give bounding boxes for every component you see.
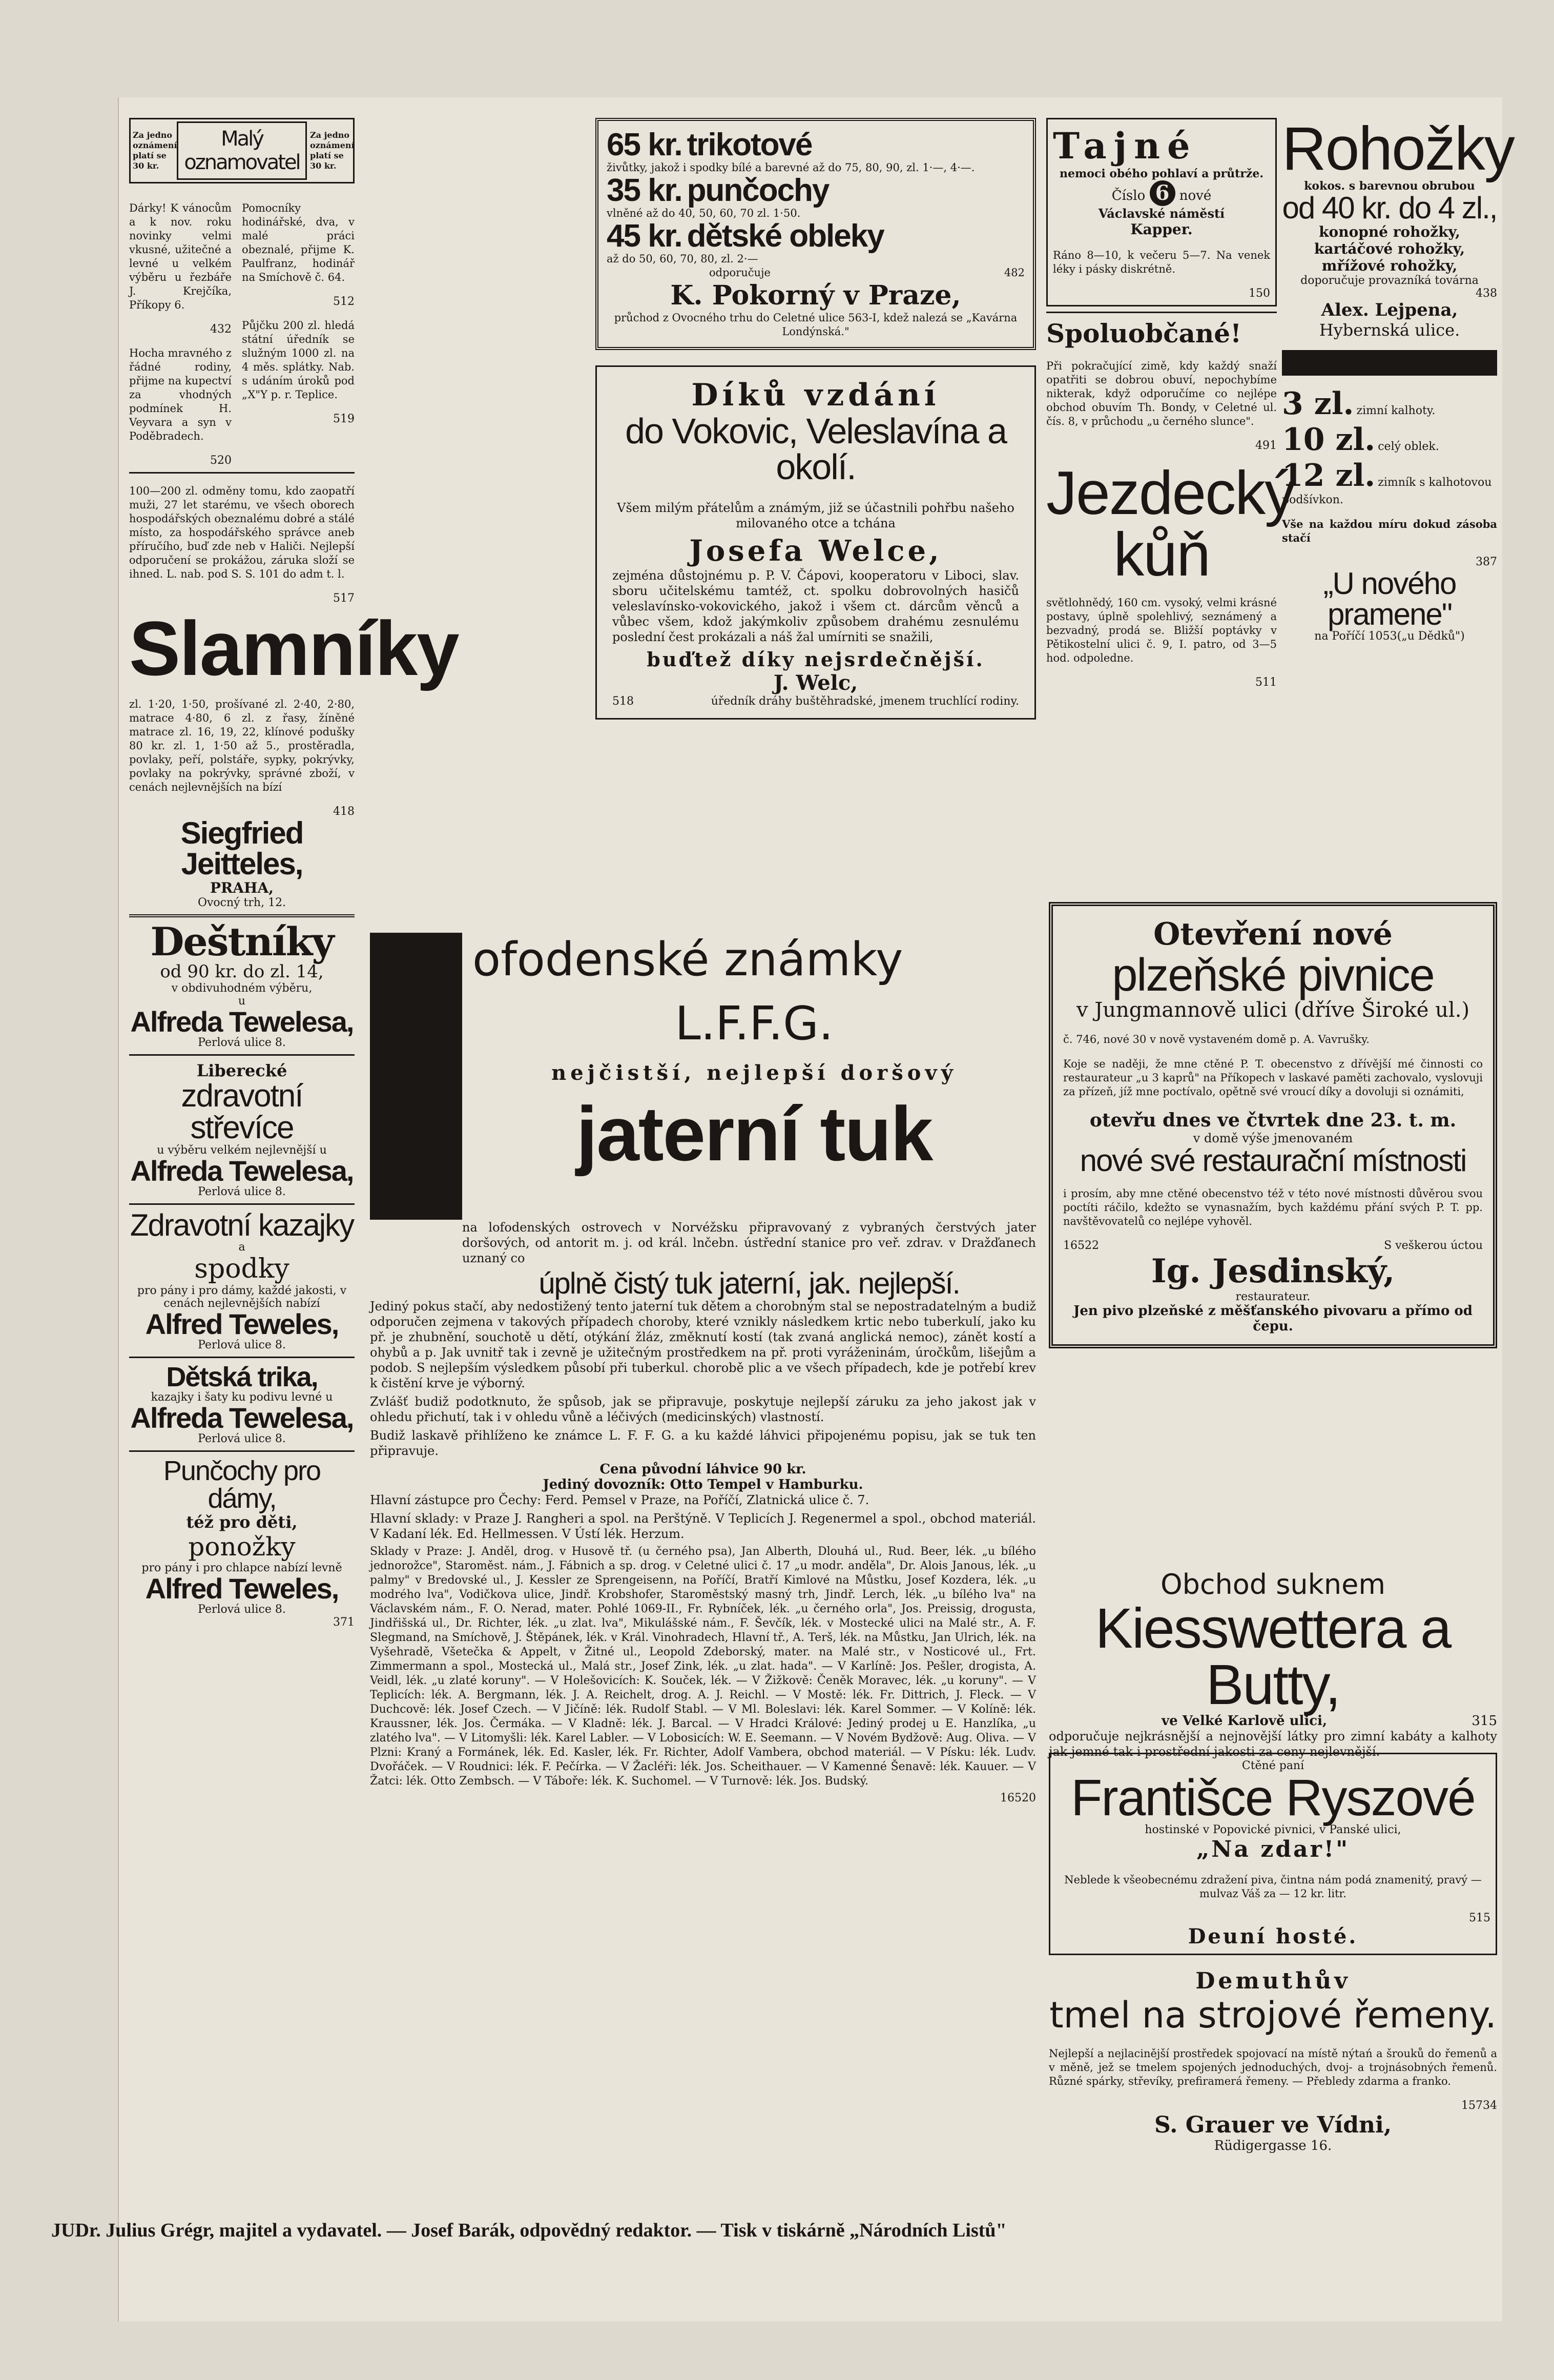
tajne-six: 6 [1150, 180, 1175, 206]
zdravotni-text: u výběru velkém nejlevnější u [157, 1144, 327, 1157]
pivnice-jen: Jen pivo plzeňské z měšťanského pivovaru a přímo od čepu. [1073, 1303, 1473, 1334]
alfred-2: Alfred Teweles, [145, 1572, 339, 1605]
pokorny-address: průchod z Ovocného trhu do Celetné ulice 563-I, kdež nalezá se „Kavárna Londýnská." [614, 312, 1018, 338]
jeitteles-name: Siegfried Jeitteles, [180, 816, 303, 881]
trikotove-text: živůtky, jakož i spodky bílé a barevné až do 75, 80, 90, zl. 1·—, 4·—. [607, 161, 975, 174]
obleky-text: až do 50, 60, 70, 80, zl. 2·— [607, 253, 758, 265]
liberecke: Liberecké [196, 1061, 287, 1080]
rohozky-number: 438 [1476, 287, 1497, 300]
price-12zl-text: zimník s kalhotovou podšívkon. [1282, 476, 1492, 506]
tuk-body1: Jediný pokus stačí, aby nedostižený tento jaterní tuk dětem a chorobným stal se nepostradatelným a budiž odporučen zejmena v takových případech choroby, které vznikly následkem krtic nebo tuberkulí, jako ku př. je zhubnění, souchotě u dětí, otýkání žláz, změknutí kostí (tak zvaná anglická nemoc), zánět kostí a ohybů a p. Jak uvnitř tak i zevně je užitečným prostředkem na př. proti vyráženinám, úročkům, lišejům a podob. S nejlepším výsledkem působí při tuberkul. chorobě plic a ve všech případech, kde je potřebí krev k čistění krve je výborný. [370, 1299, 1036, 1390]
diku-welc: J. Welc, [773, 671, 858, 695]
alfreda-3: Alfreda Tewelesa, [130, 1402, 354, 1434]
pivnice-jesdinsky: Ig. Jesdinský, [1151, 1252, 1395, 1290]
tajne-kapper: Kapper. [1130, 221, 1193, 238]
lfg-mark: L.F.F.G. [675, 997, 834, 1051]
pramene-porici: na Poříčí 1053(„u Dědků") [1314, 630, 1465, 643]
odporucuje: odporučuje [709, 266, 771, 279]
price-45: 45 kr. [607, 218, 682, 254]
price-12zl: 12 zl. [1282, 458, 1376, 494]
diku-name: Josefa Welce, [689, 534, 942, 568]
ad-pomocniky: Pomocníky hodinářské, dva, v malé práci obeznalé, přijme K. Paulfranz, hodinář na Smíchově č. 64. [242, 202, 355, 283]
kazajky-a: a [238, 1241, 245, 1254]
newspaper-page [118, 97, 1514, 2322]
kazajky-title: Zdravotní kazajky [130, 1208, 354, 1242]
rohozky-doporucuje: doporučuje provazníká továrna [1300, 274, 1479, 287]
ryszove-name: Františce Ryszové [1071, 1769, 1475, 1827]
sukno-text: odporučuje nejkrásnější a nejnovější látky pro zimní kabáty a kalhoty jak jemné tak i prostřední jakosti za ceny nejlevnější. [1049, 1729, 1497, 1759]
pivnice-v-dome: v domě výše jmenovaném [1193, 1131, 1353, 1145]
header-title: Malý oznamovatel [177, 121, 307, 180]
pivnice-otevru: otevřu dnes ve čtvrtek dne 23. t. m. [1089, 1110, 1457, 1131]
maly-oznamovatel-header [129, 118, 355, 183]
puncochy-title: Punčochy pro dámy, [163, 1455, 321, 1514]
diku-text2: zejména důstojnému p. P. V. Čápovi, kooperatoru v Liboci, slav. sboru učitelskému tamtéž, ct. spolku dobrovolných hasičů veleslavínsko-vokovického, jakož i všem ct. dárcům věnců a vůbec všem, kdož jakýmkoliv způsobem drahému zesnulému poslední čest prokázali a náš žal umírniti se snažili, [612, 568, 1019, 644]
perlova-3: Perlová ulice 8. [198, 1339, 286, 1351]
tez-pro-deti: též pro děti, [186, 1512, 298, 1532]
jezdecky-number: 511 [1255, 676, 1277, 689]
ryszove-neblede: Neblede k všeobecnému zdražení piva, čintna nám podá znamenitý, pravý — mulvaz Váš za — 12 kr. litr. [1064, 1874, 1482, 1900]
tuk-number: 16520 [1000, 1792, 1036, 1804]
pivnice-nove-mistnosti: nové své restaurační místnosti [1080, 1143, 1466, 1178]
spoluobcane-title: Spoluobčané! [1046, 318, 1242, 348]
large-letter-l [370, 933, 462, 1220]
pivnice-number: 16522 [1063, 1239, 1099, 1252]
diku-text1: Všem milým přátelům a známým, již se účastnili pohřbu našeho milovaného otce a tchána [617, 501, 1014, 530]
tajne-rano: Ráno 8—10, k večeru 5—7. Na venek léky i pásky diskrétně. [1053, 249, 1270, 275]
jezdecky-text: světlohnědý, 160 cm. vysoký, velmi krásné postavy, úplně spolehlivý, seznámený a bezvadný, prodá se. Bližší poptávky v Pětikostelní ulici č. 9, I. patro, od 3—5 hod. odpoledne. [1046, 597, 1277, 664]
alfreda-2: Alfreda Tewelesa, [130, 1155, 354, 1187]
pivnice-koje: Koje se naději, že mne ctěné P. T. obecenstvo z dřívější mé činnosti co restaurateur „u 3 kaprů" na Příkopech v laskavé paměti zachovalo, vyslovuji za přízeň, jíž mne poctívalo, opětně své vroucí díky a dovoluji si oznámiti, [1063, 1058, 1483, 1098]
header-left-note: Za jedno oznámení platí se 30 kr. [133, 130, 177, 171]
ad-pomocniky-number: 512 [333, 295, 355, 308]
perlova-2: Perlová ulice 8. [198, 1185, 286, 1198]
diku-budtez: buďtež díky nejsrdečnější. [647, 648, 985, 671]
trikotove: trikotové [687, 127, 812, 162]
pramene-title: „U nového pramene" [1323, 566, 1456, 631]
vse-text: Vše na každou míru dokud zásoba stačí [1282, 518, 1497, 544]
destniky-vyber: v obdivuhodném výběru, [171, 982, 313, 995]
alfreda-1: Alfreda Tewelesa, [130, 1006, 354, 1038]
slamniky-title: Slamníky [129, 605, 459, 691]
tajne-nove: nové [1179, 188, 1212, 203]
pivnice-s-uctou: S veškerou úctou [1384, 1239, 1483, 1252]
tmel-grauer: S. Grauer ve Vídni, [1154, 2112, 1392, 2138]
tuk-body2: Zvlášť budiž podotknuto, že spůsob, jak se připravuje, poskytuje nejlepší záruku za jeho jakost jak v ohledu přichutí, tak i v ohledu vůně a léčivých (medicinských) vlastností. [370, 1394, 1036, 1424]
price-10zl-text: celý oblek. [1378, 440, 1439, 453]
pokorny-ad [595, 118, 1036, 350]
rohozky-hybernska: Hybernská ulice. [1319, 320, 1460, 340]
praha: PRAHA, [210, 879, 274, 896]
ryszove-nazdar: „Na zdar!" [1196, 1836, 1350, 1862]
detska-trika: Dětská trika, [166, 1362, 318, 1392]
ryszove-deuni: Deuní hosté. [1188, 1924, 1358, 1948]
tajne-ad [1046, 118, 1277, 306]
tajne-sub: nemoci obého pohlaví a průtrže. [1060, 167, 1263, 180]
pivnice-c746: č. 746, nové 30 v nově vystaveném domě p. A. Vavrušky. [1063, 1033, 1370, 1045]
ryszove-ad [1049, 1753, 1497, 1955]
zdravotni-strevice: zdravotní střevíce [181, 1078, 303, 1145]
vse-number: 387 [1476, 556, 1497, 568]
tuk-jediny: Jediný dovozník: Otto Tempel v Hamburku. [543, 1477, 863, 1492]
ad-darky: Dárky! K vánocům a k nov. roku novinky velmi vkusné, užitečné a levné u velkém výběru u řezbáře J. Krejčíka, Příkopy 6. [129, 202, 232, 311]
tuk-na: na lofodenských ostrovech v Norvéžsku připravovaný z vybraných čerstvých jater doršových, od antorit m. j. od král. lnčebn. ústřední stanice pro veř. zdrav. v Dražďanech uznaný co [462, 1220, 1036, 1265]
imprint-footer: JUDr. Julius Grégr, majitel a vydavatel. — Josef Barák, odpovědný redaktor. — Tisk v tiskárně „Národních Listů" [51, 2220, 1007, 2241]
tuk-cena: Cena původní láhvice 90 kr. [599, 1462, 806, 1477]
pivnice-otevreni: Otevření nové [1153, 916, 1393, 952]
diku-title: Díků vzdání [691, 377, 940, 413]
ovocny-trh: Ovocný trh, 12. [197, 896, 286, 909]
perlova-1: Perlová ulice 8. [198, 1036, 286, 1049]
spodky-text: pro pány i pro dámy, každé jakosti, v cenách nejlevnějších nabízí [137, 1284, 347, 1310]
column-2 [595, 118, 1036, 720]
destniky-price: od 90 kr. do zl. 14, [160, 961, 324, 982]
jaterni-tuk-ad [370, 933, 1036, 1804]
tajne-cislo: Číslo [1111, 188, 1146, 203]
spodky-title: spodky [194, 1254, 289, 1284]
detske-obleky: dětské obleky [687, 218, 884, 254]
pivnice-jungmann: v Jungmannově ulici (dříve Široké ul.) [1076, 998, 1470, 1022]
ryszove-number: 515 [1469, 1912, 1490, 1924]
price-65: 65 kr. [607, 127, 682, 162]
rohozky-title: Rohožky [1282, 114, 1514, 183]
diku-sub: do Vokovic, Veleslavína a okolí. [625, 411, 1006, 487]
detska-text: kazajky i šaty ku podivu levné u [151, 1391, 333, 1404]
black-bar [1282, 350, 1497, 376]
tuk-upln: úplně čistý tuk jaterní, jak. nejlepší. [538, 1267, 960, 1300]
price-10zl: 10 zl. [1282, 422, 1376, 458]
pivnice-restaurateur: restaurateur. [1235, 1290, 1311, 1303]
perlova-5: Perlová ulice 8. [198, 1603, 286, 1616]
tmel-title: tmel na strojové řemeny. [1049, 1994, 1497, 2036]
destniky-u: u [238, 995, 246, 1008]
tmel-number: 15734 [1461, 2099, 1497, 2112]
ad-pujcka-number: 519 [333, 413, 355, 425]
tajne-title: Tajné [1053, 125, 1197, 167]
ad-hocha-number: 520 [210, 454, 232, 467]
ad-hocha: Hocha mravného z řádné rodiny, přijme na kupectví za vhodných podmínek H. Veyvara a syn v Poděbradech. [129, 347, 232, 442]
puncochy: punčochy [687, 173, 829, 208]
perlova-4: Perlová ulice 8. [198, 1432, 286, 1445]
nejcistsi: nejčistší, nejlepší doršový [551, 1061, 957, 1085]
jezdecky-title: Jezdecký kůň [1046, 459, 1295, 589]
ponozky-text: pro pány i pro chlapce nabízí levně [141, 1562, 342, 1574]
ad-darky-number: 432 [210, 323, 232, 336]
puncochy-text: vlněné až do 40, 50, 60, 70 zl. 1·50. [607, 207, 801, 219]
header-right-note: Za jedno oznámení platí se 30 kr. [310, 130, 355, 171]
ryszove-ctene: Ctěné paní [1241, 1759, 1304, 1772]
slamniky-text: zl. 1·20, 1·50, prošívané zl. 2·40, 2·80, matrace 4·80, 6 zl. z řasy, žíněné matrace zl. 16, 19, 22, klínové podušky 80 kr. zl. 1, 1·50 až 5., prostěradla, povlaky, peří, polstáře, sypky, pokrývky, povlaky na pokrývky, správné zboží, v cenách nejlevnějších na bízí [129, 698, 355, 793]
alfred-1: Alfred Teweles, [145, 1308, 339, 1340]
lofoden-title: ofodenské známky [472, 933, 903, 987]
sukno-ve: ve Velké Karlově ulici, [1162, 1713, 1327, 1729]
sukno-ad [1049, 1568, 1497, 1762]
tmel-demuth: Demuthův [1195, 1968, 1351, 1994]
ad-odmeny: 100—200 zl. odměny tomu, kdo zaopatří muži, 27 let starému, ve všech oborech hospodářských obeznalému dobré a stálé místo, za hospodářského správce aneb příručího, buď zde neb v Haliči. Nejlepší odporučení se prokážou, záruka složí se ihned. L. nab. pod S. S. 101 do adm t. l. [129, 485, 355, 580]
destniky-title: Deštníky [150, 919, 334, 965]
tuk-sklady: Hlavní sklady: v Praze J. Rangheri a spol. na Perštýně. V Teplicích J. Regenermel a spol., obchod materiál. V Kadaní lék. Ed. Hellmessen. V Ústí lék. Herzum. [370, 1511, 1036, 1541]
ad-odmeny-number: 517 [333, 592, 355, 605]
rohozky-price: od 40 kr. do 4 zl., [1282, 191, 1497, 225]
column-3 [1046, 118, 1295, 689]
price-35: 35 kr. [607, 173, 682, 208]
spoluobcane-number: 491 [1255, 439, 1277, 452]
tmel-text: Nejlepší a nejlacinější prostředek spojovací na místě nýtań a šrouků do řemenů a v měně, jež se tmelem spojených jednoduchých, dvoj- a trojnásobných řemenů. Různé spárky, střevíky, prefiramerá řemeny. — Přebledy zdarma a franko. [1049, 2047, 1497, 2087]
pokorny-number: 482 [1004, 266, 1025, 279]
tmel-ad [1049, 1968, 1497, 2153]
pivnice-ad [1049, 902, 1497, 1348]
sukno-number: 315 [1472, 1713, 1497, 1729]
price-3zl: 3 zl. [1282, 386, 1354, 422]
spoluobcane-text: Při pokračující zimě, kdy každý snaží opatřiti se dobrou obuví, nepochybíme nikterak, když odporučíme co nejlépe obchod obuvím Th. Bondy, v Celetné ul. čís. 8, v průchodu „u černého slunce". [1046, 360, 1277, 427]
ponozky-title: ponožky [188, 1532, 296, 1562]
rohozky-konopne: konopné rohožky, kartáčové rohožky, mřížové rohožky, [1314, 223, 1465, 274]
number-371: 371 [333, 1616, 355, 1629]
pokorny-name: K. Pokorný v Praze, [670, 280, 961, 311]
pivnice-prosim: i prosím, aby mne ctěné obecenstvo též v této nové místnosti důvěrou svou poctíti ráčilo, kdežto se vynasnažím, bych každému přání svých P. T. pp. navštěvovatelů co nejlépe vyhověl. [1063, 1187, 1483, 1227]
diku-urednik: úředník dráhy buštěhradské, jmenem truchlící rodiny. [711, 695, 1019, 708]
column-1 [129, 118, 459, 1629]
tuk-body3: Budiž laskavě přihlíženo ke známce L. F. F. G. a ku každé láhvici připojenému popisu, jak se tuk ten připravuje. [370, 1428, 1036, 1458]
column-4 [1282, 114, 1514, 643]
sukno-obchod: Obchod suknem [1161, 1568, 1385, 1601]
rohozky-kokos: kokos. s barevnou obrubou [1304, 179, 1475, 193]
sukno-kiesswettera: Kiesswettera a Butty, [1095, 1597, 1451, 1716]
pivnice-plzenske: plzeňské pivnice [1112, 950, 1434, 1001]
tajne-vaclavske: Václavské náměstí [1098, 206, 1225, 221]
tajne-number: 150 [1249, 287, 1270, 300]
ad-pujcka: Půjčku 200 zl. hledá státní úředník se služným 1000 zl. na 4 měs. splátky. Nab. s udáním úroků pod „X"Y p. r. Teplice. [242, 319, 355, 401]
tuk-hlavni: Hlavní zástupce pro Čechy: Ferd. Pemsel v Praze, na Poříčí, Zlatnická ulice č. 7. [370, 1493, 869, 1507]
price-3zl-text: zimní kalhoty. [1356, 404, 1436, 417]
slamniky-number: 418 [333, 805, 355, 818]
jaterni-tuk-title: jaterní tuk [576, 1091, 933, 1177]
ryszove-hostinske: hostinské v Popovické pivnici, v Panské ulici, [1145, 1823, 1401, 1836]
tuk-sklady2: Sklady v Praze: J. Anděl, drog. v Husově tř. (u černého psa), Jan Alberth, Dlouhá ul., Rud. Beer, lék. „u bílého jednorožce", Staroměst. nám., J. Fábnich a sp. drog. v Celetné ulici č. 17 „u modr. anděla", Dr. Alois Janous, lék. „u palmy" v Bredovské ul., J. Kessler ze Sprengeisenn, na Poříčí, Bratří Kimlové na Můstku, Josef Kozdera, lék. „u modrého lva", Vodičkova ulice, Jindř. Krobshofer, Staroměstský masný trh, Jindř. Lerch, lék. „u bílého lva" na Václavském nám., F. O. Nerad, mater. Pohlé 1069-II., Fr. Rybníček, lék. „u černého orla", Jos. Preissig, drogusta, Jindřišská ul., Dr. Richter, lék. „u zlat. lva", Mikulášské nám., F. Ševčík, lék. v Mostecké ulici na Malé str., A. F. Slegmand, na Smíchově, J. Štěpánek, lék. v Král. Vinohradech, Hlavní tř., A. Terš, lék. na Můstku, Jan Ulrich, lék. na Vyšehradě, Všetečka & Appelt, v Žitné ul., Leopold Zdeborský, mater. na Malé str., v Nosticové ul., Frt. Zimmermann a spol., Mostecká ul., Malá str., Josef Zink, lék. „u zlat. hada". — V Karlíně: Jos. Pešler, drogista, A. Veidl, lék. „u zlaté koruny". — V Holešovicích: K. Souček, lék. — V Žižkově: Čeněk Moravec, lék. „u koruny". — V Teplicích: lék. A. Bergmann, lék. J. A. Reichelt, drog. A. J. Reichl. — V Mostě: lék. Fr. Dittrich, J. Fleck. — V Duchcově: lék. Josef Czech. — V Jičíně: lék. Rudolf Stabl. — V Ml. Boleslavi: lék. Karel Sommer. — V Kolíně: lék. Kraussner, lék. Jos. Čermáka. — V Kladně: lék. J. Barcal. — V Hradci Králové: Jediný prodej u E. Hanzlíka, „u zlatého lva". — V Litomyšli: lék. Karel Labler. — V Lobosicích: W. E. Seemann. — V Novém Bydžově: Aug. Oliva. — V Plzni: Kraný a Formánek, lék. Ed. Kasler, lék. Fr. Richter, Adolf Vambera, obchod materiál. — V Písku: lék. Ludv. Dvořáček. — V Roudnici: lék. F. Pečírka. — V Žacléři: lék. Jos. Scheithauer. — V Kamenné Šenavě: lék. Kauuer. — V Žatci: lék. Otto Zembsch. — V Táboře: lék. K. Suchomel. — V Turnově: lék. Jos. Budský. [370, 1545, 1036, 1788]
tmel-rudiger: Rüdigergasse 16. [1214, 2138, 1332, 2153]
diku-number: 518 [612, 695, 634, 708]
rohozky-alex: Alex. Lejpena, [1321, 300, 1458, 320]
diku-vzdani-ad [595, 365, 1036, 720]
